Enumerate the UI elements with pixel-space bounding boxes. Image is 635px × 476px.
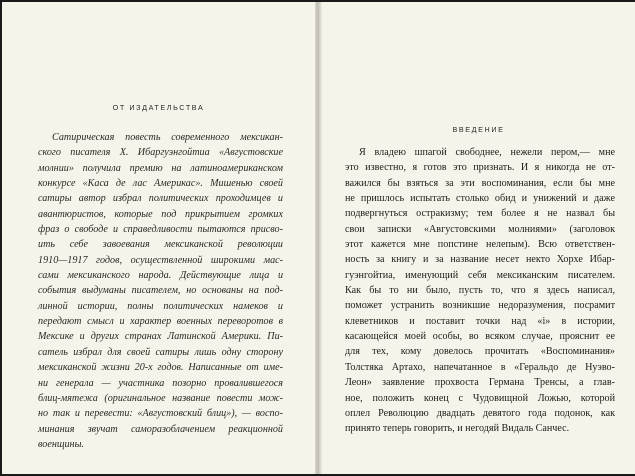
publisher-note-text (38, 130, 283, 452)
text-line: сатель избрал для своей сатиры лишь одну сторону (38, 346, 283, 358)
text-line: фраз о свободе и справедливости пытаются присво- (38, 224, 283, 236)
introduction-text (345, 145, 615, 437)
text-line: мексиканской жизни 20-х годов. Написанные от име- (38, 362, 283, 374)
text-line: минания звучат саморазоблачением реакционной (38, 423, 283, 435)
text-line: принято теперь говорить, и негодяй Видаль Санчес. (345, 423, 570, 435)
text-line: гуэнгойтиа, именующий себя мексиканским писателем. (345, 269, 615, 281)
text-line: Леон» заявление прохвоста Германа Тренсы, а глав- (345, 377, 615, 389)
text-line: авантюристов, которые под прикрытием громких (38, 208, 283, 220)
book-gutter (315, 2, 322, 474)
text-line: сами мексиканского народа. Действующие лица и (38, 270, 283, 282)
text-line: ить себе завоевания мексиканской революции (38, 239, 283, 251)
text-line: этот кажется мне попстине нелепым). Всю ответствен- (345, 239, 615, 251)
text-line: 1910—1917 годов, осуществленной широкими мас- (38, 254, 283, 266)
text-line: Мексике и других странах Латинской Америки. Пи- (38, 331, 283, 343)
introduction-heading: ВВЕДЕНИЕ (452, 125, 505, 134)
text-line: клеветников и поставит точки над «i» в истории, (345, 315, 615, 327)
text-line: конкурсе «Каса де лас Америкас». Мишенью своей (38, 178, 283, 190)
text-line: касающейся моей особы, во всяком случае, прояснит ее (345, 331, 615, 343)
text-line: события выдуманы писателем, но основаны на под- (38, 285, 283, 297)
text-line: Толстяка Артахо, напечатанное в «Геральдо де Нуэво- (345, 361, 615, 373)
text-line: блиц-мятежа (оригинальное название повести мож- (38, 392, 283, 404)
text-line: Я владею шпагой свободнее, нежели пером,— мне (359, 147, 615, 158)
text-line: ского писателя Х. Ибаргуэнгойтиа «Августовские (38, 147, 283, 159)
text-line: Как бы то ни было, пусть то, что я здесь написал, (345, 285, 615, 297)
text-line: подвергнуться остракизму; тем более я не назвал бы (345, 208, 615, 220)
text-line: поможет устранить возникшие недоразумения, посрамит (345, 300, 615, 312)
text-line: сатиры автор избрал политических проходимцев и (38, 193, 283, 205)
right-page (322, 2, 635, 474)
text-line: но так и перевести: «Августовский блиц»), — воспо- (38, 408, 283, 420)
text-line: линной истории, полны политических намеков и (38, 300, 283, 312)
text-line: ное, положить конец с Чудовищной Ложью, которой (345, 392, 615, 404)
text-line: передают смысл и характер военных переворотов в (38, 316, 283, 328)
publisher-note-heading: ОТ ИЗДАТЕЛЬСТВА (112, 103, 205, 112)
text-line: это известно, я готов это признать. И я никогда не от- (345, 162, 615, 174)
text-line: свои записки «Августовскими молниями» (заголовок (345, 223, 615, 235)
text-line: военщины. (38, 438, 84, 450)
text-line: не пришлось испытать столько обид и унижений и даже (345, 193, 615, 205)
text-line: ность за книгу и за название несет некто Хорхе Ибар- (345, 254, 615, 266)
text-line: оплел Революцию двадцать девятого года подонок, как (345, 407, 615, 419)
text-line: важился бы взяться за эти воспоминания, если бы мне (345, 177, 615, 189)
text-line: ни генерала — участника позорно провалившегося (38, 377, 283, 389)
left-page (2, 2, 315, 474)
text-line: для тех, кому довелось прочитать «Воспоминания» (345, 346, 615, 358)
text-line: молнии» получила премию на латиноамериканском (38, 162, 283, 174)
text-line: Сатирическая повесть современного мексикан- (52, 132, 283, 143)
